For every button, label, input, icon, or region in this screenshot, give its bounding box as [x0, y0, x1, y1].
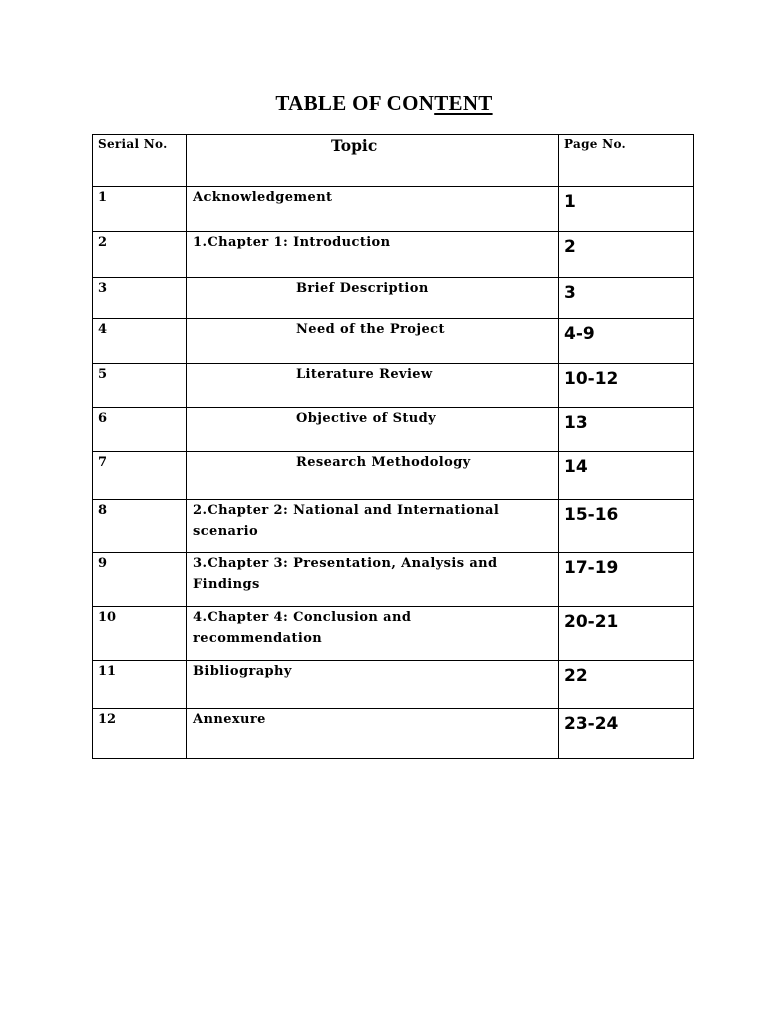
- table-row: [93, 278, 694, 319]
- topic-text: Brief Description: [296, 281, 429, 296]
- table-row: [93, 187, 694, 232]
- page-cell: [559, 500, 694, 553]
- page-cell: [559, 232, 694, 278]
- topic-header-cell: [187, 135, 559, 187]
- serial-number: 11: [98, 664, 117, 679]
- topic-text: Bibliography: [193, 664, 292, 679]
- serial-cell: [93, 607, 187, 661]
- serial-header: Serial No.: [98, 137, 168, 151]
- serial-number: 5: [98, 367, 108, 382]
- serial-number: 10: [98, 610, 117, 625]
- table-body: [93, 187, 694, 759]
- page-cell: [559, 607, 694, 661]
- page-title: [0, 91, 768, 116]
- page-cell: [559, 278, 694, 319]
- serial-number: 9: [98, 556, 108, 571]
- topic-cell: [187, 709, 559, 759]
- topic-cell: [187, 408, 559, 452]
- serial-cell: [93, 500, 187, 553]
- topic-cell: [187, 452, 559, 500]
- serial-cell: [93, 232, 187, 278]
- page-number: 17-19: [564, 558, 619, 578]
- table-row: [93, 408, 694, 452]
- topic-text: Research Methodology: [296, 455, 471, 470]
- serial-number: 12: [98, 712, 117, 727]
- page-number: 3: [564, 283, 576, 303]
- page-number: 22: [564, 666, 588, 686]
- page-number: 1: [564, 192, 576, 212]
- page-cell: [559, 709, 694, 759]
- page-number: 10-12: [564, 369, 619, 389]
- topic-text: 4.Chapter 4: Conclusion and recommendation: [193, 610, 412, 646]
- table-row: [93, 232, 694, 278]
- serial-number: 7: [98, 455, 108, 470]
- serial-cell: [93, 364, 187, 408]
- topic-cell: [187, 232, 559, 278]
- serial-cell: [93, 553, 187, 607]
- serial-number: 6: [98, 411, 108, 426]
- table-row: [93, 452, 694, 500]
- serial-number: 8: [98, 503, 108, 518]
- page-number: 4-9: [564, 324, 595, 344]
- page-number: 13: [564, 413, 588, 433]
- table-row: [93, 364, 694, 408]
- serial-number: 4: [98, 322, 108, 337]
- topic-cell: [187, 187, 559, 232]
- page-cell: [559, 187, 694, 232]
- title-text: TABLE OF CON: [275, 91, 435, 115]
- table-row: [93, 319, 694, 364]
- table-row: [93, 661, 694, 709]
- page-cell: [559, 408, 694, 452]
- topic-text: Objective of Study: [296, 411, 437, 426]
- serial-number: 2: [98, 235, 108, 250]
- table-header-row: [93, 135, 694, 187]
- topic-cell: [187, 364, 559, 408]
- serial-cell: [93, 187, 187, 232]
- page-header: Page No.: [564, 137, 627, 151]
- table-row: [93, 500, 694, 553]
- serial-number: 3: [98, 281, 108, 296]
- serial-cell: [93, 452, 187, 500]
- contents-table: [92, 134, 694, 759]
- topic-text: 3.Chapter 3: Presentation, Analysis and Findings: [193, 556, 498, 592]
- topic-text: Literature Review: [296, 367, 433, 382]
- page-cell: [559, 661, 694, 709]
- page-header-cell: [559, 135, 694, 187]
- serial-cell: [93, 408, 187, 452]
- table-row: [93, 553, 694, 607]
- topic-text: Annexure: [193, 712, 266, 727]
- topic-cell: [187, 607, 559, 661]
- page-cell: [559, 553, 694, 607]
- topic-cell: [187, 661, 559, 709]
- page-number: 20-21: [564, 612, 619, 632]
- topic-cell: [187, 278, 559, 319]
- page-number: 23-24: [564, 714, 619, 734]
- topic-cell: [187, 319, 559, 364]
- topic-text: Need of the Project: [296, 322, 445, 337]
- topic-text: 2.Chapter 2: National and International scenario: [193, 503, 500, 539]
- serial-cell: [93, 709, 187, 759]
- page-number: 2: [564, 237, 576, 257]
- page-number: 15-16: [564, 505, 619, 525]
- topic-cell: [187, 500, 559, 553]
- title-underlined-text: TENT: [434, 91, 493, 115]
- table-row: [93, 607, 694, 661]
- serial-cell: [93, 661, 187, 709]
- page-cell: [559, 319, 694, 364]
- page-cell: [559, 364, 694, 408]
- serial-number: 1: [98, 190, 108, 205]
- topic-header: Topic: [331, 136, 378, 155]
- table-row: [93, 709, 694, 759]
- serial-cell: [93, 319, 187, 364]
- serial-header-cell: [93, 135, 187, 187]
- topic-text: Acknowledgement: [193, 190, 333, 205]
- page-cell: [559, 452, 694, 500]
- topic-text: 1.Chapter 1: Introduction: [193, 235, 391, 250]
- serial-cell: [93, 278, 187, 319]
- page-number: 14: [564, 457, 588, 477]
- topic-cell: [187, 553, 559, 607]
